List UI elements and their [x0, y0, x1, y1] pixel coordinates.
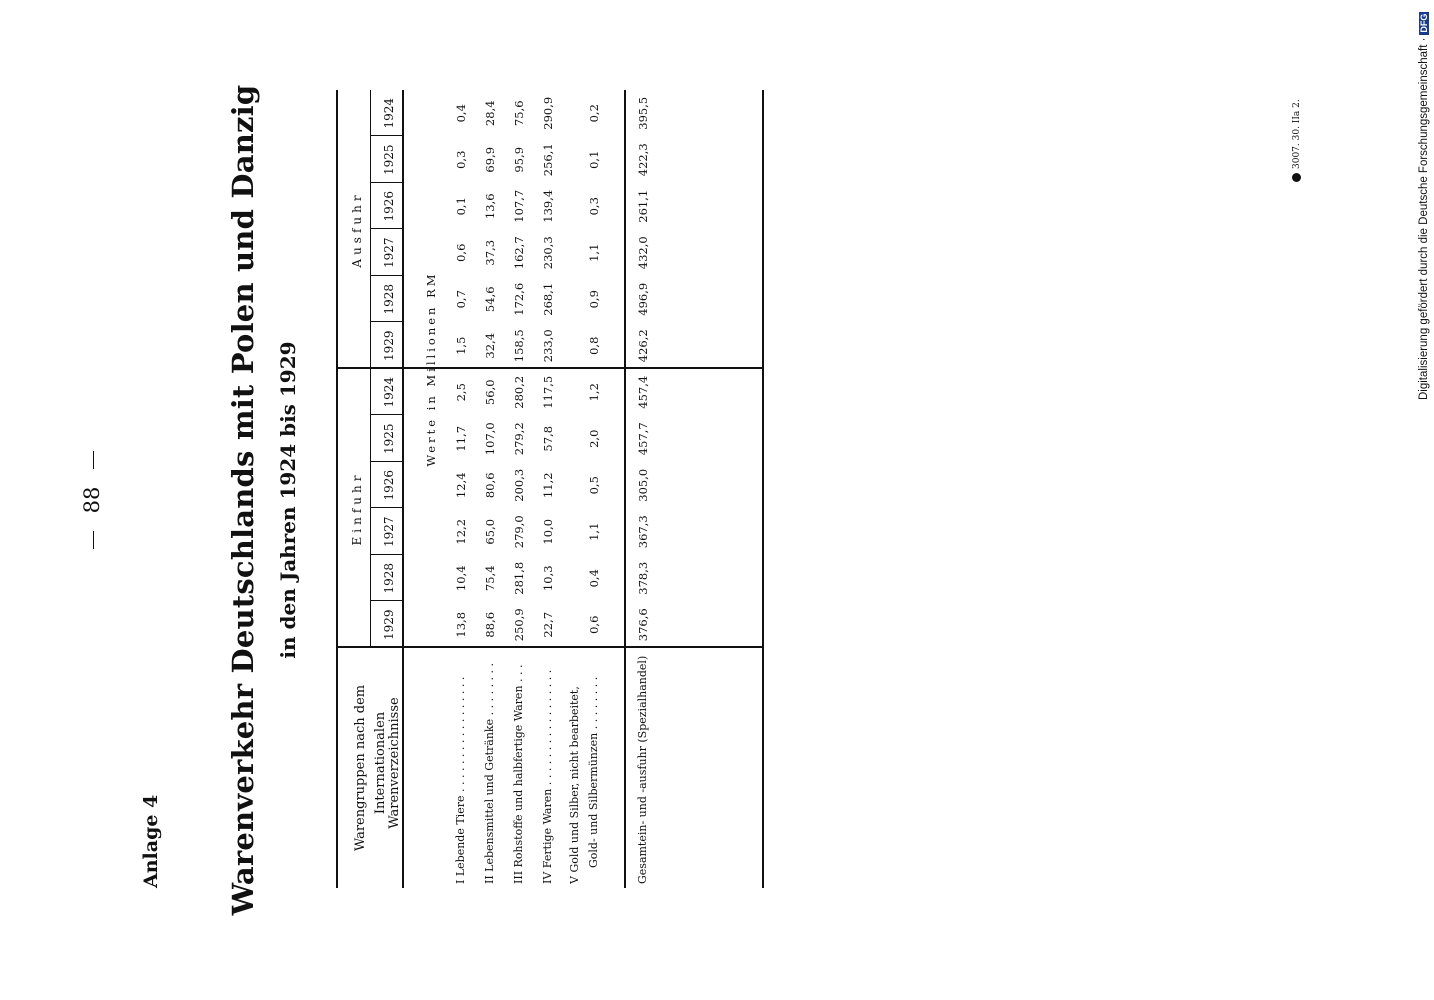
- total-einfuhr-value: 367,3: [636, 515, 650, 549]
- ausfuhr-value: 0,2: [587, 104, 601, 123]
- ausfuhr-year-1924: 1924: [382, 97, 396, 129]
- total-einfuhr-value: 457,7: [636, 422, 650, 456]
- total-ausfuhr-value: 426,2: [636, 329, 650, 363]
- ausfuhr-year-1929: 1929: [382, 330, 396, 362]
- row-label-1: I Lebende Tiere . . . . . . . . . . . . . . . . .: [454, 676, 467, 884]
- row-label-3: III Rohstoffe und halbfertige Waren . . .: [512, 664, 525, 884]
- einfuhr-value: 12,2: [454, 518, 468, 545]
- year-column-rule: [370, 182, 402, 183]
- ausfuhr-value: 0,4: [454, 104, 468, 123]
- dash-right: [93, 451, 94, 469]
- year-column-rule: [370, 461, 402, 462]
- year-column-rule: [370, 554, 402, 555]
- einfuhr-value: 88,6: [483, 611, 497, 638]
- ausfuhr-value: 0,1: [454, 197, 468, 216]
- einfuhr-value: 75,4: [483, 565, 497, 592]
- total-row-label: Gesamtein- und -ausfuhr (Spezialhandel): [636, 655, 649, 884]
- ausfuhr-value: 0,9: [587, 290, 601, 309]
- print-code-text: 3007. 30. IIa 2.: [1292, 99, 1302, 169]
- ausfuhr-value: 233,0: [541, 329, 555, 363]
- total-ausfuhr-value: 432,0: [636, 236, 650, 270]
- row-label-5-continued: Gold- und Silbermünzen . . . . . . . .: [587, 676, 600, 868]
- printer-mark-icon: [1292, 173, 1301, 182]
- total-einfuhr-value: 378,3: [636, 561, 650, 595]
- einfuhr-value: 1,1: [587, 522, 601, 541]
- einfuhr-value: 11,2: [541, 472, 555, 499]
- year-column-rule: [370, 508, 402, 509]
- year-column-rule: [370, 229, 402, 230]
- einfuhr-value: 13,8: [454, 611, 468, 638]
- einfuhr-value: 65,0: [483, 518, 497, 545]
- page-number-line: [80, 0, 104, 1000]
- total-ausfuhr-value: 422,3: [636, 143, 650, 177]
- credit-text: Digitalisierung gefördert durch die Deutsche Forschungsgemeinschaft ·: [1418, 37, 1430, 400]
- einfuhr-header: Einfuhr: [350, 471, 364, 546]
- ausfuhr-value: 0,8: [587, 336, 601, 355]
- ausfuhr-value: 69,9: [483, 146, 497, 173]
- ausfuhr-value: 0,6: [454, 243, 468, 262]
- ausfuhr-value: 230,3: [541, 236, 555, 270]
- total-ausfuhr-value: 395,5: [636, 96, 650, 130]
- einfuhr-value: 280,2: [512, 375, 526, 409]
- document-title: Warenverkehr Deutschlands mit Polen und Danzig: [226, 84, 260, 916]
- row-label-5: V Gold und Silber, nicht bearbeitet,: [568, 686, 581, 884]
- ausfuhr-value: 139,4: [541, 189, 555, 223]
- einfuhr-value: 200,3: [512, 468, 526, 502]
- ausfuhr-value: 0,3: [454, 150, 468, 169]
- year-column-rule: [370, 322, 402, 323]
- total-einfuhr-value: 457,4: [636, 375, 650, 409]
- einfuhr-year-1924: 1924: [382, 376, 396, 408]
- ausfuhr-value: 158,5: [512, 329, 526, 363]
- total-top-rule: [624, 90, 626, 888]
- einfuhr-year-1929: 1929: [382, 609, 396, 641]
- row-label-2: II Lebensmittel und Getränke . . . . . . . .: [483, 662, 496, 884]
- einfuhr-value: 2,0: [587, 429, 601, 448]
- einfuhr-value: 0,6: [587, 615, 601, 634]
- einfuhr-value: 279,0: [512, 515, 526, 549]
- einfuhr-value: 107,0: [483, 422, 497, 456]
- ausfuhr-value: 0,1: [587, 150, 601, 169]
- einfuhr-value: 12,4: [454, 472, 468, 499]
- ausfuhr-value: 95,9: [512, 146, 526, 173]
- einfuhr-value: 279,2: [512, 422, 526, 456]
- ausfuhr-year-1925: 1925: [382, 144, 396, 176]
- einfuhr-value: 22,7: [541, 611, 555, 638]
- ausfuhr-value: 1,5: [454, 336, 468, 355]
- ausfuhr-header: Ausfuhr: [350, 191, 364, 268]
- einfuhr-value: 1,2: [587, 383, 601, 402]
- einfuhr-value: 2,5: [454, 383, 468, 402]
- unit-note: Werte in Millionen RM: [424, 271, 438, 467]
- einfuhr-value: 0,5: [587, 476, 601, 495]
- ausfuhr-year-1926: 1926: [382, 190, 396, 222]
- year-column-rule: [370, 415, 402, 416]
- total-einfuhr-value: 376,6: [636, 608, 650, 642]
- ausfuhr-value: 32,4: [483, 332, 497, 359]
- row-label-4: IV Fertige Waren . . . . . . . . . . . . . . . . .: [541, 669, 554, 884]
- einfuhr-value: 117,5: [541, 375, 555, 409]
- year-column-rule: [370, 275, 402, 276]
- einfuhr-year-1927: 1927: [382, 516, 396, 548]
- ausfuhr-value: 290,9: [541, 96, 555, 130]
- total-ausfuhr-value: 496,9: [636, 282, 650, 316]
- dfg-logo: DFG: [1419, 13, 1429, 33]
- page-number: 88: [80, 486, 104, 514]
- digitization-credit: [1418, 12, 1430, 400]
- ausfuhr-value: 75,6: [512, 100, 526, 127]
- ausfuhr-value: 162,7: [512, 236, 526, 270]
- ausfuhr-value: 256,1: [541, 143, 555, 177]
- ausfuhr-value: 0,3: [587, 197, 601, 216]
- einfuhr-value: 250,9: [512, 608, 526, 642]
- ausfuhr-value: 172,6: [512, 282, 526, 316]
- ausfuhr-value: 28,4: [483, 100, 497, 127]
- einfuhr-year-1928: 1928: [382, 562, 396, 594]
- einfuhr-value: 10,0: [541, 518, 555, 545]
- ausfuhr-value: 1,1: [587, 243, 601, 262]
- ausfuhr-value: 107,7: [512, 189, 526, 223]
- trade-table: [336, 90, 764, 888]
- dash-left: [93, 531, 94, 549]
- einfuhr-value: 281,8: [512, 561, 526, 595]
- ausfuhr-value: 0,7: [454, 290, 468, 309]
- group-header-line2: Internationalen Warenverzeichnisse: [373, 697, 402, 829]
- einfuhr-value: 0,4: [587, 569, 601, 588]
- header-bottom-rule: [402, 90, 404, 888]
- ausfuhr-value: 13,6: [483, 193, 497, 220]
- print-code: [1292, 99, 1302, 182]
- document-subtitle: in den Jahren 1924 bis 1929: [276, 341, 300, 659]
- appendix-label: Anlage 4: [140, 794, 162, 888]
- einfuhr-value: 11,7: [454, 425, 468, 452]
- year-column-rule: [370, 136, 402, 137]
- einfuhr-value: 56,0: [483, 379, 497, 406]
- einfuhr-value: 80,6: [483, 472, 497, 499]
- year-column-rule: [370, 601, 402, 602]
- einfuhr-value: 10,3: [541, 565, 555, 592]
- einfuhr-value: 10,4: [454, 565, 468, 592]
- einfuhr-year-1926: 1926: [382, 469, 396, 501]
- ausfuhr-value: 54,6: [483, 286, 497, 313]
- ausfuhr-value: 37,3: [483, 239, 497, 266]
- ausfuhr-year-1927: 1927: [382, 237, 396, 269]
- group-header-rule: [370, 90, 371, 648]
- einfuhr-value: 57,8: [541, 425, 555, 452]
- ausfuhr-year-1928: 1928: [382, 283, 396, 315]
- total-ausfuhr-value: 261,1: [636, 189, 650, 223]
- einfuhr-year-1925: 1925: [382, 423, 396, 455]
- total-einfuhr-value: 305,0: [636, 468, 650, 502]
- ausfuhr-value: 268,1: [541, 282, 555, 316]
- group-header-line1: Warengruppen nach dem: [353, 684, 368, 852]
